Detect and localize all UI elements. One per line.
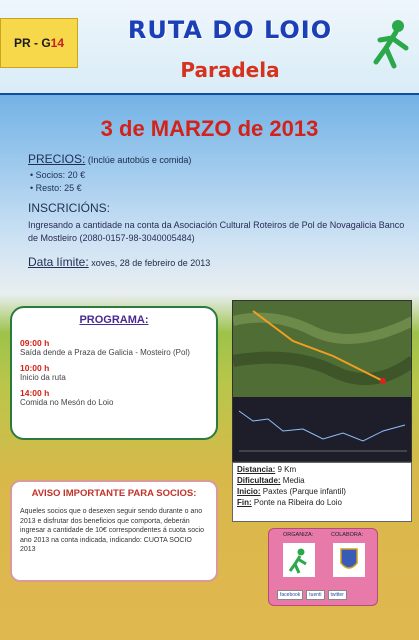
notice-text: Aqueles socios que o desexen seguir sendo durante o ano 2013 e disfrutar dos beneficios que comporta, deberán ingresar a cantidade de 10€ correspondentes á cuota socio ano 2013 na conta indicada, indicando: CUOTA SOCIO 2013 bbox=[20, 508, 205, 553]
distance-label: Distancia: bbox=[237, 465, 276, 474]
route-code-prefix: PR - G bbox=[13, 36, 51, 50]
start-value: Paxtes (Parque infantil) bbox=[262, 487, 346, 496]
program-time: 14:00 h bbox=[20, 388, 50, 398]
deadline-value: xoves, 28 de febreiro de 2013 bbox=[91, 258, 211, 268]
hiker-icon bbox=[368, 18, 414, 70]
route-code-badge bbox=[0, 18, 78, 68]
difficulty-label: Dificultade: bbox=[237, 476, 281, 485]
difficulty-value: Media bbox=[282, 476, 305, 485]
organizer-logo bbox=[283, 543, 315, 577]
social-links bbox=[277, 590, 347, 600]
deadline-label: Data límite: bbox=[28, 255, 89, 269]
price-socios: Socios: 20 € bbox=[35, 170, 86, 180]
program-desc: Comida no Mesón do Loio bbox=[20, 398, 114, 407]
program-time: 09:00 h bbox=[20, 338, 50, 348]
event-info: PRECIOS: (Inclúe autobús e comida) • Socios: 20 € • Resto: 25 € INSCRICIÓNS: Ingresando a cantidade na conta da Asociación Cultural Roteiros de Pol de Novagalicia Banco de Mostleiro (2080-0157-98-3040005484) Data límite: xoves, 28 de febreiro de 2013 bbox=[28, 152, 408, 269]
prices-note: (Inclúe autobús e comida) bbox=[87, 155, 192, 165]
inscriptions-heading: INSCRICIÓNS: bbox=[28, 201, 111, 215]
route-details bbox=[232, 462, 412, 522]
organizers-box bbox=[268, 528, 378, 606]
distance-value: 9 Km bbox=[277, 465, 297, 474]
notice-box bbox=[10, 480, 218, 582]
program-time: 10:00 h bbox=[20, 363, 50, 373]
program-box bbox=[10, 306, 218, 440]
notice-heading: AVISO IMPORTANTE PARA SOCIOS: bbox=[31, 488, 197, 499]
tuenti-link[interactable]: tuenti bbox=[306, 590, 324, 600]
prices-heading: PRECIOS: bbox=[28, 152, 86, 166]
program-heading: PROGRAMA: bbox=[79, 314, 149, 326]
route-map bbox=[232, 300, 412, 462]
page-title: RUTA DO LOIO bbox=[127, 16, 333, 44]
end-label: Fin: bbox=[237, 498, 252, 507]
end-value: Ponte na Ribeira do Loio bbox=[253, 498, 342, 507]
colabora-label: COLABORA: bbox=[331, 532, 364, 538]
route-code-number: 14 bbox=[50, 36, 65, 50]
twitter-link[interactable]: twitter bbox=[328, 590, 347, 600]
council-shield-icon bbox=[333, 543, 365, 577]
price-resto: Resto: 25 € bbox=[35, 183, 82, 193]
program-desc: Saída dende a Praza de Galicia - Mosteiro (Pol) bbox=[20, 348, 190, 357]
program-desc: Inicio da ruta bbox=[20, 373, 66, 382]
start-label: Inicio: bbox=[237, 487, 261, 496]
page-subtitle: Paradela bbox=[180, 58, 280, 82]
event-date: 3 de MARZO de 2013 bbox=[100, 116, 319, 141]
route-map-image bbox=[233, 301, 412, 462]
facebook-link[interactable]: facebook bbox=[277, 590, 303, 600]
header-banner bbox=[0, 0, 419, 95]
inscriptions-text: Ingresando a cantidade na conta da Asociación Cultural Roteiros de Pol de Novagalicia Banco de Mostleiro (2080-0157-98-3040005484) bbox=[28, 220, 405, 243]
organiza-label: ORGANIZA: bbox=[283, 532, 314, 538]
